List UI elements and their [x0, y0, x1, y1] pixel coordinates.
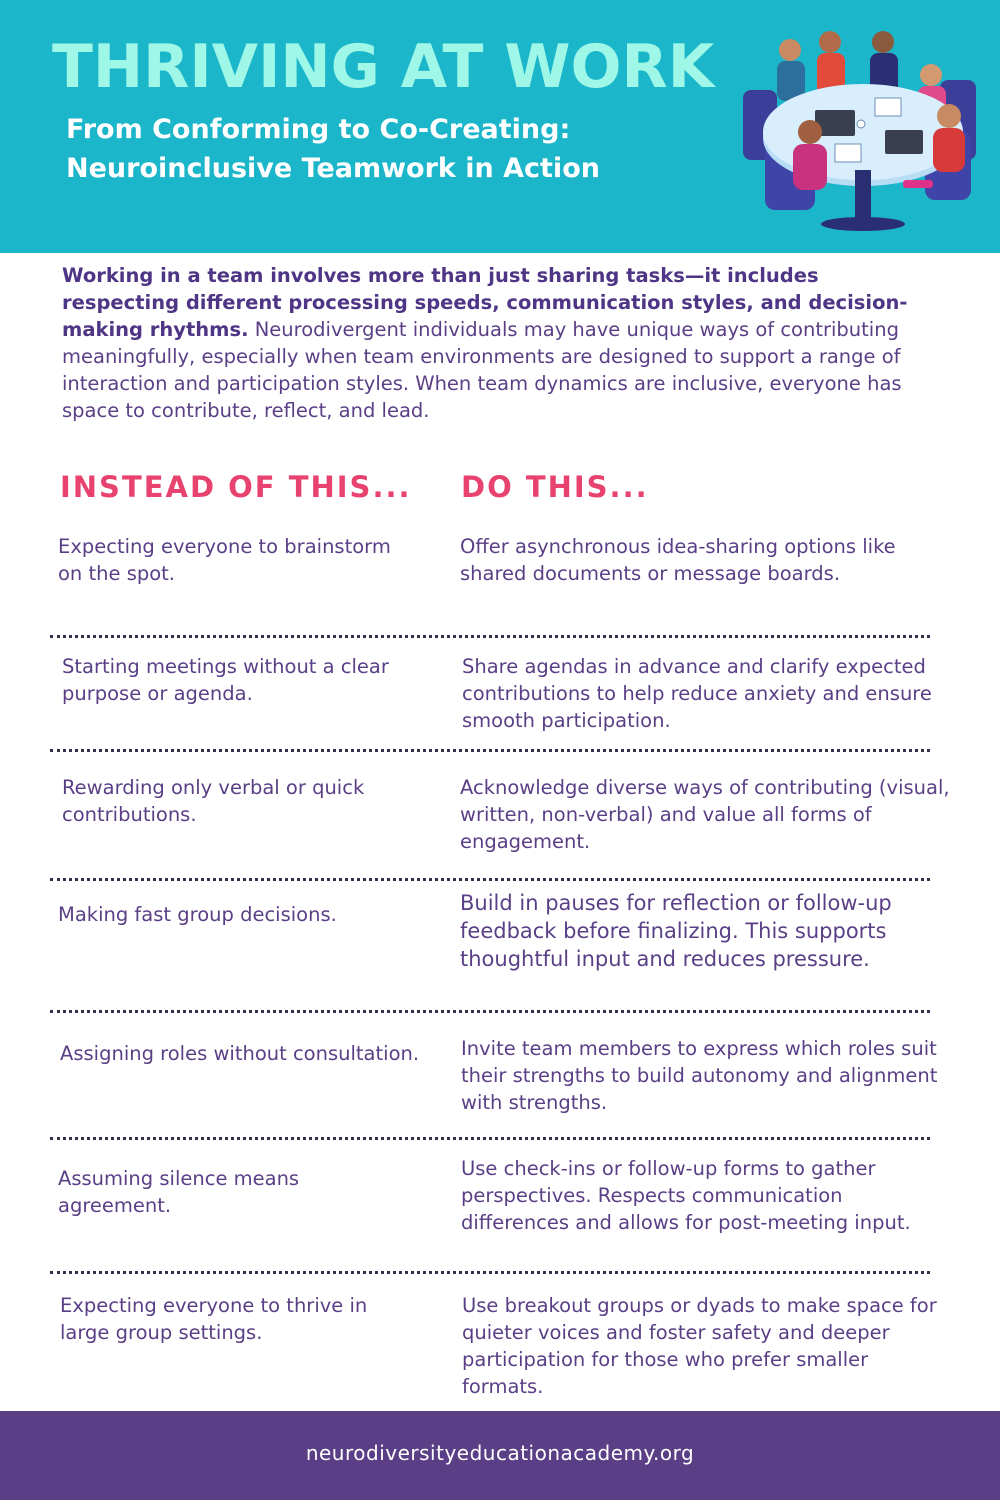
intro-regular-text: Neurodivergent individuals may have unique ways of contributing meaningfully, especially when team environments are designed to support a range of interaction and participation styles. When team dynamics are inclusive, everyone has space to contribute, reflect, and lead. [62, 318, 902, 422]
row-5-instead: Assigning roles without consultation. [60, 1042, 420, 1065]
row-4-instead: Making fast group decisions. [58, 903, 337, 926]
header-banner [0, 0, 1000, 253]
do-heading: DO THIS... [461, 470, 649, 504]
row-7-instead: Expecting everyone to thrive in large group settings. [60, 1294, 368, 1344]
row-1-do: Offer asynchronous idea-sharing options like shared documents or message boards. [460, 535, 896, 585]
row-divider [50, 878, 930, 881]
person-icon [920, 64, 942, 86]
row-2-instead: Starting meetings without a clear purpose or agenda. [62, 655, 389, 705]
instead-heading: INSTEAD OF THIS... [60, 470, 412, 504]
page-subtitle [66, 110, 746, 188]
row-divider [50, 1010, 930, 1013]
subtitle-line-1: From Conforming to Co-Creating: [66, 114, 571, 145]
row-7-do: Use breakout groups or dyads to make space for quieter voices and foster safety and deeper participation for those who prefer smaller formats. [462, 1294, 937, 1398]
row-divider [50, 635, 930, 638]
person-icon [798, 120, 822, 144]
laptop-icon [885, 130, 923, 154]
intro-bold-text: Working in a team involves more than just sharing tasks—it includes respecting different processing speeds, communication styles, and decision-making rhythms. [62, 264, 908, 341]
row-3-instead: Rewarding only verbal or quick contributions. [62, 776, 365, 826]
team-meeting-illustration [735, 20, 985, 232]
footer-bar [0, 1411, 1000, 1500]
row-divider [50, 1271, 930, 1274]
row-divider [50, 1137, 930, 1140]
person-icon [872, 31, 894, 53]
person-icon [779, 39, 801, 61]
page-title: THRIVING AT WORK [52, 32, 715, 102]
footer-website: neurodiversityeducationacademy.org [305, 1441, 695, 1465]
row-3-do: Acknowledge diverse ways of contributing (visual, written, non-verbal) and value all forms of engagement. [460, 776, 950, 853]
row-6-instead: Assuming silence means agreement. [58, 1167, 300, 1217]
intro-paragraph [62, 262, 942, 424]
subtitle-line-2: Neuroinclusive Teamwork in Action [66, 153, 600, 184]
row-divider [50, 749, 930, 752]
row-6-do: Use check-ins or follow-up forms to gather perspectives. Respects communication differences and allows for post-meeting input. [461, 1157, 911, 1234]
row-2-do: Share agendas in advance and clarify expected contributions to help reduce anxiety and ensure smooth participation. [462, 655, 932, 732]
row-1-instead: Expecting everyone to brainstorm on the spot. [58, 535, 391, 585]
person-icon [937, 104, 961, 128]
row-5-do: Invite team members to express which roles suit their strengths to build autonomy and alignment with strengths. [461, 1037, 938, 1114]
person-icon [819, 31, 841, 53]
row-4-do: Build in pauses for reflection or follow-up feedback before finalizing. This supports thoughtful input and reduces pressure. [460, 891, 892, 971]
